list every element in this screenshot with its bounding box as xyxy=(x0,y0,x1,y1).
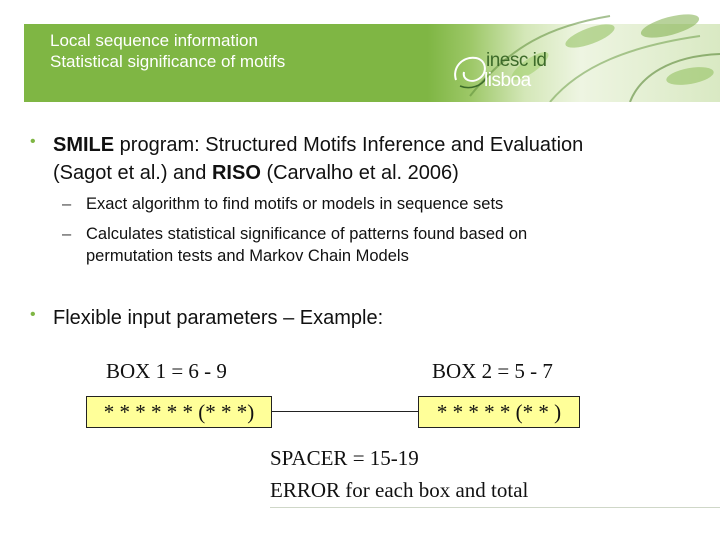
inesc-id-logo xyxy=(450,48,570,98)
smile-label: SMILE xyxy=(53,134,115,156)
title-line-1: Local sequence information xyxy=(50,31,258,50)
error-text: ERROR for each box and total xyxy=(270,478,529,502)
bullet-text: (Sagot et al.) and xyxy=(53,162,212,184)
footer-divider xyxy=(270,507,720,508)
bullet-icon: • xyxy=(30,133,36,150)
riso-label: RISO xyxy=(211,162,261,184)
logo-text-inesc-id: inesc id xyxy=(486,50,547,71)
bullet-parameters: Flexible input parameters – Example: xyxy=(53,307,384,329)
sub-item-line: permutation tests and Markov Chain Models xyxy=(86,247,409,265)
spacer-connector xyxy=(272,411,418,412)
sub-item-line: Calculates statistical significance of patterns found based on xyxy=(86,225,528,243)
sub-item xyxy=(86,223,706,267)
logo-text-lisboa: lisboa xyxy=(484,70,531,91)
box1-label: BOX 1 = 6 - 9 xyxy=(106,359,227,383)
box2-label: BOX 2 = 5 - 7 xyxy=(432,359,553,383)
spacer-text: SPACER = 15-19 xyxy=(270,446,419,470)
bullet-text: program: Structured Motifs Inference and Evaluation xyxy=(114,134,584,156)
bullet-smile xyxy=(53,131,713,187)
bullet-text: (Carvalho et al. 2006) xyxy=(260,162,459,184)
title-line-2: Statistical significance of motifs xyxy=(50,52,286,71)
box1-pattern: * * * * * * (* * *) xyxy=(86,396,272,428)
sub-item: Exact algorithm to find motifs or models in sequence sets xyxy=(86,195,504,213)
box2-pattern: * * * * * (* * ) xyxy=(418,396,580,428)
bullet-icon: • xyxy=(30,306,36,323)
dash-icon: – xyxy=(62,225,72,243)
slide-title xyxy=(50,30,410,72)
dash-icon: – xyxy=(62,195,72,213)
